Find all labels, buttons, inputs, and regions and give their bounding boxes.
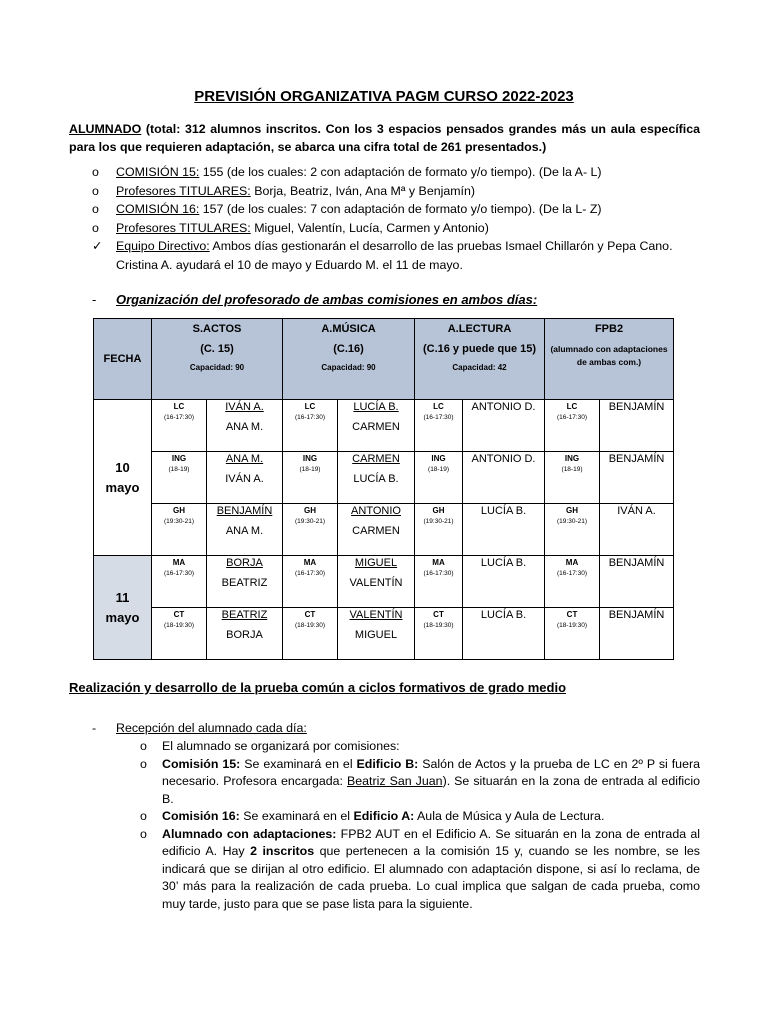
time-slot-cell [152,608,207,660]
bullet-marker: o [92,202,99,216]
date-cell [94,556,152,660]
schedule-row [94,452,674,504]
subject-code: GH [566,506,579,515]
teacher-cell [600,452,674,504]
bullet-label: Profesores TITULARES: [116,220,251,235]
teacher-name: IVÁN A. [617,505,656,517]
teachers-cell [338,608,415,660]
reception-list-item [140,808,700,826]
item-text-segment: Comisión 16: [162,809,240,823]
teacher-secondary: ANA M. [225,525,264,537]
time-slot-cell [415,452,463,504]
time-slot-cell [545,400,600,452]
subject-hours: (16-17:30) [164,570,194,577]
schedule-row [94,504,674,556]
time-slot-cell [152,452,207,504]
item-text-segment: Edificio B: [356,756,419,771]
bullet-label: Profesores TITULARES: [116,183,251,198]
room-header-fpb2 [545,319,674,400]
subject-code: ING [564,454,580,463]
room-capacity: Capacidad: 90 [189,363,245,372]
teacher-primary: MIGUEL [354,557,398,569]
subject-code: MA [303,558,317,567]
bullet-marker: ✓ [92,239,103,253]
teacher-name: LUCÍA B. [480,557,527,569]
section-heading: Realización y desarrollo de la prueba común a ciclos formativos de grado medio [69,680,567,695]
teacher-name: BENJAMÍN [608,401,665,413]
bullet-label: COMISIÓN 15: [116,165,200,179]
subject-hours: (18-19) [168,466,190,473]
room-capacity: Capacidad: 42 [452,363,507,372]
subject-code: ING [171,454,187,463]
teacher-secondary: CARMEN [352,525,400,537]
subject-hours: (18-19) [428,466,449,473]
teachers-cell [338,452,415,504]
subject-hours: (19:30-21) [295,518,325,525]
teachers-cell [207,452,283,504]
bullet-marker: o [140,756,147,771]
teacher-cell [463,556,545,608]
commission-list-item [92,163,702,182]
intro-paragraph [69,120,700,156]
room-name: FPB2 [594,323,624,335]
item-text-segment: Edificio A: [353,809,415,823]
teacher-secondary: IVÁN A. [225,473,264,485]
bullet-text: Ambos días gestionarán el desarrollo de las pruebas Ismael Chillarón y Pepa Cano. Cristina A. ayudará el 10 de mayo y Eduardo M. el 11 de mayo. [116,239,673,272]
commission-list [92,163,702,274]
room-name: A.LECTURA [447,323,512,335]
subject-hours: (16-17:30) [295,570,325,577]
teacher-primary: ANTONIO [351,505,401,517]
time-slot-cell [415,504,463,556]
subject-hours: (16-17:30) [423,414,454,421]
bullet-marker: o [92,220,99,235]
teacher-secondary: VALENTÍN [349,577,403,589]
time-slot-cell [283,556,338,608]
teacher-cell [463,608,545,660]
subject-hours: (16-17:30) [557,570,588,577]
reception-list-item [140,738,700,756]
teacher-cell [600,504,674,556]
room-name: S.ACTOS [192,323,242,335]
schedule-row [94,608,674,660]
teacher-name: ANTONIO D. [471,401,536,413]
subject-code: ING [431,454,446,463]
time-slot-cell [283,504,338,556]
teacher-cell [600,556,674,608]
reception-dash: - [92,721,97,735]
subject-code: LC [304,402,316,411]
teacher-secondary: CARMEN [352,421,400,433]
subject-code: GH [432,506,445,515]
teacher-cell [463,504,545,556]
time-slot-cell [283,608,338,660]
teacher-primary: BENJAMÍN [216,505,273,517]
commission-list-item [92,237,702,274]
teacher-secondary: ANA M. [225,421,264,433]
fecha-header: FECHA [94,319,152,400]
subject-hours: (16-17:30) [423,570,454,577]
schedule-table [93,318,674,660]
time-slot-cell [283,452,338,504]
item-text-segment: ). Se situarán en la zona de entrada al edificio B. [162,774,700,806]
subject-code: CT [433,610,444,619]
subject-hours: (18-19) [561,466,583,473]
subject-code: LC [566,402,578,411]
bullet-text: Borja, Beatriz, Iván, Ana Mª y Benjamín) [250,183,476,198]
time-slot-cell [415,556,463,608]
bullet-text: 157 (de los cuales: 7 con adaptación de formato y/o tiempo). (De la L- Z) [199,202,602,216]
reception-text: Recepción del alumnado cada día: [116,721,307,735]
item-text-segment: El alumnado se organizará por comisiones: [162,739,400,753]
subheading-text: Organización del profesorado de ambas comisiones en ambos días: [116,292,538,307]
date-month: mayo [105,479,140,495]
subject-hours: (18-19) [299,466,321,473]
schedule-row [94,556,674,608]
room-header-alectura [415,319,545,400]
teacher-name: BENJAMÍN [608,609,665,621]
subject-code: MA [432,558,445,567]
bullet-marker: o [92,165,99,179]
subject-code: CT [566,610,578,619]
time-slot-cell [545,556,600,608]
time-slot-cell [545,504,600,556]
commission-list-item [92,219,702,238]
subject-hours: (18-19:30) [164,622,194,629]
subject-hours: (16-17:30) [295,414,325,421]
bullet-text: Miguel, Valentín, Lucía, Carmen y Antonio) [250,220,489,235]
teacher-primary: VALENTÍN [349,609,403,621]
commission-list-item [92,200,702,219]
teacher-secondary: LUCÍA B. [353,473,399,485]
room-header-sactos [152,319,283,400]
reception-list [140,738,700,913]
subject-code: CT [173,610,185,619]
date-number: 11 [115,589,130,605]
teacher-cell [600,608,674,660]
teacher-primary: BORJA [226,557,263,569]
teacher-primary: IVÁN A. [225,401,264,413]
item-text-segment: 2 inscritos [250,844,315,858]
table-header-row [94,319,674,400]
bullet-marker: o [92,183,99,198]
subject-code: GH [173,506,185,515]
intro-label: ALUMNADO [69,122,142,136]
teachers-cell [338,556,415,608]
commission-list-item [92,182,702,201]
teachers-cell [338,504,415,556]
teacher-primary: CARMEN [352,453,400,465]
subject-hours: (18-19:30) [423,622,454,629]
teacher-name: BENJAMÍN [608,557,665,569]
bullet-marker: o [140,739,147,753]
room-commission: (C. 15) [200,343,234,355]
subject-hours: (19:30-21) [557,518,588,525]
subject-code: MA [565,558,579,567]
room-commission: (alumnado con adaptaciones de ambas com.) [550,344,668,367]
teacher-secondary: BEATRIZ [221,577,268,589]
teacher-primary: BEATRIZ [221,609,268,621]
subject-hours: (19:30-21) [423,518,454,525]
item-text-segment: Comisión 15: [162,756,241,771]
subject-hours: (18-19:30) [295,622,325,629]
bullet-label: Equipo Directivo: [116,239,210,253]
subject-code: LC [433,402,444,411]
teacher-name: LUCÍA B. [480,609,527,621]
teacher-name: LUCÍA B. [480,505,527,517]
subject-code: LC [173,402,185,411]
item-text-segment: Salón de Actos y la prueba de LC en 2º P si fuera necesario. Profesora encargada: [162,756,700,788]
teachers-cell [338,400,415,452]
subject-code: ING [302,454,318,463]
schedule-row [94,400,674,452]
bullet-text: 155 (de los cuales: 2 con adaptación de formato y/o tiempo). (De la A- L) [199,165,602,179]
subject-code: MA [172,558,186,567]
bullet-label: COMISIÓN 16: [116,202,200,216]
reception-list-item [140,826,700,914]
subject-code: CT [304,610,316,619]
bullet-marker: o [140,809,147,823]
bullet-marker: o [140,826,147,841]
room-name: A.MÚSICA [321,323,376,335]
item-text-segment: Beatriz San Juan [347,774,443,788]
teacher-cell [463,452,545,504]
subject-hours: (16-17:30) [164,414,194,421]
time-slot-cell [152,400,207,452]
time-slot-cell [415,400,463,452]
time-slot-cell [283,400,338,452]
teachers-cell [207,400,283,452]
subject-hours: (16-17:30) [557,414,588,421]
item-text-segment: Aula de Música y Aula de Lectura. [414,809,605,823]
room-capacity: Capacidad: 90 [321,363,376,372]
item-text-segment: que pertenecen a la comisión 15 y, cuando se les nombre, se les indicará que se dirijan al otro edificio. El alumnado con adaptación dispone, si así lo reclama, de 30’ más para la realización de cada prueba. Lo cual implica que salgan de cada prueba, como muy tarde, justo para que se pase lista para la siguiente. [162,844,700,911]
item-text-segment: Alumnado con adaptaciones: [162,826,337,841]
teacher-name: ANTONIO D. [471,453,536,465]
time-slot-cell [415,608,463,660]
time-slot-cell [545,452,600,504]
subheading-dash: - [92,292,97,307]
room-commission: (C.16 y puede que 15) [422,343,537,355]
teacher-primary: LUCÍA B. [353,401,399,413]
teacher-secondary: BORJA [226,629,263,641]
item-text-segment: Se examinará en el [240,756,357,771]
teacher-cell [600,400,674,452]
item-text-segment: Se examinará en el [239,809,354,823]
teacher-cell [463,400,545,452]
date-month: mayo [105,609,140,625]
teachers-cell [207,504,283,556]
time-slot-cell [152,504,207,556]
room-header-amusica [283,319,415,400]
teacher-name: BENJAMÍN [608,453,665,465]
item-text-segment: FPB2 AUT en el Edificio A. Se situarán en la zona de entrada al edificio A. Hay [162,826,700,858]
time-slot-cell [152,556,207,608]
page-title: PREVISIÓN ORGANIZATIVA PAGM CURSO 2022-2023 [194,88,574,105]
date-number: 10 [115,459,130,475]
teachers-cell [207,556,283,608]
teachers-cell [207,608,283,660]
teacher-secondary: MIGUEL [354,629,398,641]
room-commission: (C.16) [333,343,364,355]
subject-code: GH [304,506,316,515]
subject-hours: (19:30-21) [164,518,194,525]
teacher-primary: ANA M. [225,453,264,465]
intro-text: (total: 312 alumnos inscritos. Con los 3 espacios pensados grandes más un aula específica para los que requieren adaptación, se abarca una cifra total de 261 presentados.) [69,122,700,154]
time-slot-cell [545,608,600,660]
date-cell [94,400,152,556]
reception-list-item [140,756,700,809]
subject-hours: (18-19:30) [557,622,588,629]
